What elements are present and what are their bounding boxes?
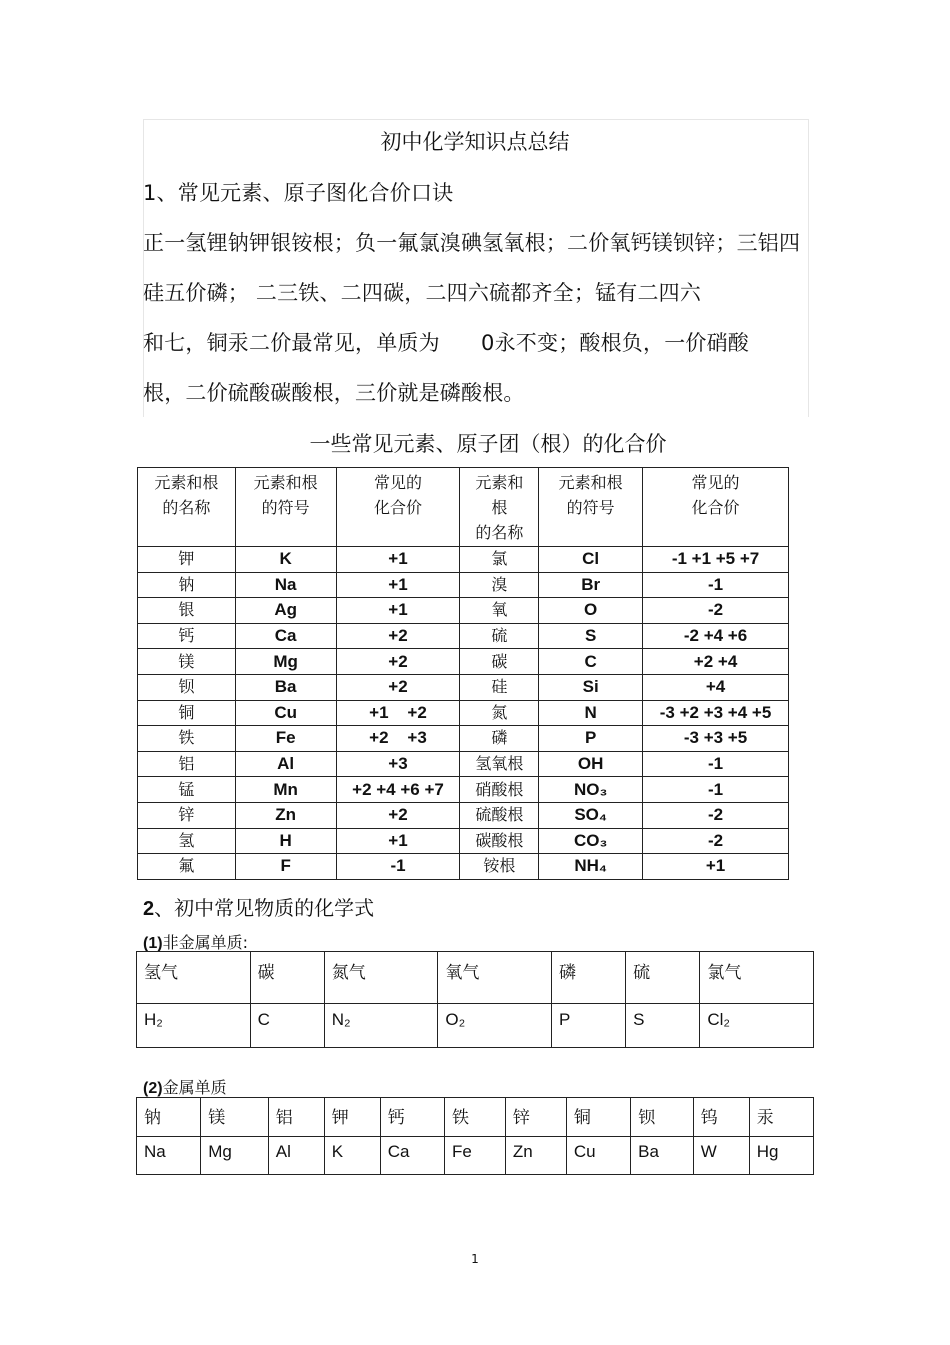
table-cell: -1 — [643, 751, 789, 777]
table-cell: +2 +4 +6 +7 — [336, 777, 460, 803]
table-cell: 氮气 — [324, 952, 438, 1004]
table-cell: 钾 — [138, 547, 236, 573]
table-cell: 铝 — [138, 751, 236, 777]
page-title: 初中化学知识点总结 — [380, 130, 570, 154]
nonmetal-table — [136, 951, 814, 1048]
table-cell: +1 — [643, 854, 789, 880]
table-cell: +3 — [336, 751, 460, 777]
table-cell: 镁 — [201, 1098, 269, 1137]
table-header-row — [138, 468, 789, 547]
table-row — [137, 1098, 814, 1137]
page-number: 1 — [471, 1252, 479, 1266]
table-cell: F — [235, 854, 336, 880]
section1-heading: 1、常见元素、原子图化合价口诀 — [143, 181, 454, 205]
table-cell: 铝 — [268, 1098, 324, 1137]
nonmetal-label: (1)非金属单质: — [143, 933, 248, 952]
table-row — [138, 854, 789, 880]
table-cell: 氢 — [138, 828, 236, 854]
table-cell: -1 — [643, 777, 789, 803]
table-cell: N — [539, 700, 643, 726]
table-cell: O₂ — [438, 1004, 552, 1048]
table-cell: Fe — [444, 1137, 505, 1175]
table-cell: Ca — [380, 1137, 444, 1175]
table-cell: 溴 — [460, 572, 539, 598]
table-cell: +2 — [336, 674, 460, 700]
table-cell: -2 — [643, 828, 789, 854]
table-cell: +1 — [336, 572, 460, 598]
valence-table-title: 一些常见元素、原子团（根）的化合价 — [309, 432, 667, 456]
table-row — [138, 598, 789, 624]
table-cell: Cl — [539, 547, 643, 573]
text-frame — [143, 119, 809, 417]
table-cell: NH₄ — [539, 854, 643, 880]
table-cell: 氯 — [460, 547, 539, 573]
table-cell: Al — [268, 1137, 324, 1175]
table-cell: +1 — [336, 598, 460, 624]
table-cell: N₂ — [324, 1004, 438, 1048]
table-cell: -3 +3 +5 — [643, 726, 789, 752]
table-cell: 碳 — [250, 952, 324, 1004]
table-cell: 钾 — [324, 1098, 380, 1137]
metal-table — [136, 1097, 814, 1175]
table-row — [138, 726, 789, 752]
table-row — [138, 777, 789, 803]
table-row — [138, 674, 789, 700]
table-cell: +1 — [336, 828, 460, 854]
table-row — [137, 1004, 814, 1048]
table-cell: Fe — [235, 726, 336, 752]
table-cell: Mn — [235, 777, 336, 803]
table-cell: +1 +2 — [336, 700, 460, 726]
column-header: 常见的 化合价 — [643, 468, 789, 547]
table-cell: Hg — [749, 1137, 813, 1175]
table-cell: 铵根 — [460, 854, 539, 880]
table-cell: Si — [539, 674, 643, 700]
table-cell: 钠 — [138, 572, 236, 598]
table-cell: 钡 — [138, 674, 236, 700]
table-cell: 硝酸根 — [460, 777, 539, 803]
column-header: 常见的 化合价 — [336, 468, 460, 547]
table-cell: 硫 — [460, 623, 539, 649]
column-header: 元素和根 的名称 — [138, 468, 236, 547]
table-cell: 钡 — [631, 1098, 694, 1137]
table-cell: Cu — [235, 700, 336, 726]
table-row — [138, 802, 789, 828]
table-cell: -1 — [643, 572, 789, 598]
table-cell: Na — [137, 1137, 201, 1175]
table-cell: Ag — [235, 598, 336, 624]
table-cell: Mg — [235, 649, 336, 675]
table-row — [137, 1137, 814, 1175]
table-cell: 硅 — [460, 674, 539, 700]
table-cell: 钙 — [380, 1098, 444, 1137]
table-cell: 碳酸根 — [460, 828, 539, 854]
table-cell: Zn — [505, 1137, 566, 1175]
table-cell: -2 +4 +6 — [643, 623, 789, 649]
table-cell: Zn — [235, 802, 336, 828]
table-cell: Mg — [201, 1137, 269, 1175]
table-row — [138, 828, 789, 854]
table-cell: K — [235, 547, 336, 573]
table-cell: 氢气 — [137, 952, 251, 1004]
table-cell: 镁 — [138, 649, 236, 675]
table-cell: P — [539, 726, 643, 752]
table-cell: -2 — [643, 802, 789, 828]
table-cell: 氢氧根 — [460, 751, 539, 777]
table-cell: 锰 — [138, 777, 236, 803]
mnemonic-line-4: 根，二价硫酸碳酸根，三价就是磷酸根。 — [143, 381, 525, 405]
table-cell: 氟 — [138, 854, 236, 880]
table-cell: 铁 — [444, 1098, 505, 1137]
table-cell: 汞 — [749, 1098, 813, 1137]
table-cell: +2 — [336, 623, 460, 649]
table-row — [138, 751, 789, 777]
table-cell: Al — [235, 751, 336, 777]
table-cell: 锌 — [505, 1098, 566, 1137]
table-cell: 碳 — [460, 649, 539, 675]
table-cell: S — [539, 623, 643, 649]
column-header: 元素和根 的符号 — [539, 468, 643, 547]
column-header: 元素和 根 的名称 — [460, 468, 539, 547]
section2-heading: 2、初中常见物质的化学式 — [143, 896, 375, 920]
table-cell: +2 — [336, 649, 460, 675]
valence-table — [137, 467, 789, 880]
table-cell: Na — [235, 572, 336, 598]
table-cell: Ca — [235, 623, 336, 649]
table-cell: Ba — [631, 1137, 694, 1175]
table-row — [138, 547, 789, 573]
table-cell: 氯气 — [700, 952, 814, 1004]
mnemonic-line-3: 和七，铜汞二价最常见，单质为 0永不变；酸根负，一价硝酸 — [143, 331, 750, 355]
table-cell: 磷 — [460, 726, 539, 752]
table-cell: 银 — [138, 598, 236, 624]
table-cell: W — [693, 1137, 749, 1175]
table-cell: 铁 — [138, 726, 236, 752]
table-cell: Cu — [566, 1137, 630, 1175]
table-row — [138, 700, 789, 726]
table-cell: +1 — [336, 547, 460, 573]
table-cell: 钠 — [137, 1098, 201, 1137]
table-cell: OH — [539, 751, 643, 777]
table-cell: -3 +2 +3 +4 +5 — [643, 700, 789, 726]
table-cell: 钨 — [693, 1098, 749, 1137]
table-cell: 硫酸根 — [460, 802, 539, 828]
table-row — [138, 649, 789, 675]
table-cell: CO₃ — [539, 828, 643, 854]
table-cell: 锌 — [138, 802, 236, 828]
mnemonic-line-1: 正一氢锂钠钾银铵根；负一氟氯溴碘氢氧根；二价氧钙镁钡锌；三铝四 — [143, 231, 801, 255]
table-cell: 磷 — [551, 952, 625, 1004]
table-cell: 硫 — [626, 952, 700, 1004]
table-cell: S — [626, 1004, 700, 1048]
table-cell: H₂ — [137, 1004, 251, 1048]
metal-label: (2)金属单质 — [143, 1078, 227, 1097]
table-row — [138, 572, 789, 598]
table-cell: +4 — [643, 674, 789, 700]
table-cell: P — [551, 1004, 625, 1048]
table-cell: 铜 — [138, 700, 236, 726]
table-cell: Ba — [235, 674, 336, 700]
table-cell: H — [235, 828, 336, 854]
table-cell: SO₄ — [539, 802, 643, 828]
table-cell: Cl₂ — [700, 1004, 814, 1048]
table-cell: O — [539, 598, 643, 624]
table-cell: 氧 — [460, 598, 539, 624]
table-cell: 氧气 — [438, 952, 552, 1004]
table-cell: 氮 — [460, 700, 539, 726]
table-cell: NO₃ — [539, 777, 643, 803]
table-cell: -2 — [643, 598, 789, 624]
table-cell: -1 — [336, 854, 460, 880]
table-cell: +2 +4 — [643, 649, 789, 675]
table-cell: C — [250, 1004, 324, 1048]
table-cell: +2 — [336, 802, 460, 828]
table-row — [137, 952, 814, 1004]
table-cell: 钙 — [138, 623, 236, 649]
table-cell: +2 +3 — [336, 726, 460, 752]
table-cell: K — [324, 1137, 380, 1175]
table-cell: Br — [539, 572, 643, 598]
table-row — [138, 623, 789, 649]
column-header: 元素和根 的符号 — [235, 468, 336, 547]
mnemonic-line-2: 硅五价磷； 二三铁、二四碳，二四六硫都齐全；锰有二四六 — [143, 281, 702, 305]
table-cell: 铜 — [566, 1098, 630, 1137]
table-cell: C — [539, 649, 643, 675]
table-cell: -1 +1 +5 +7 — [643, 547, 789, 573]
